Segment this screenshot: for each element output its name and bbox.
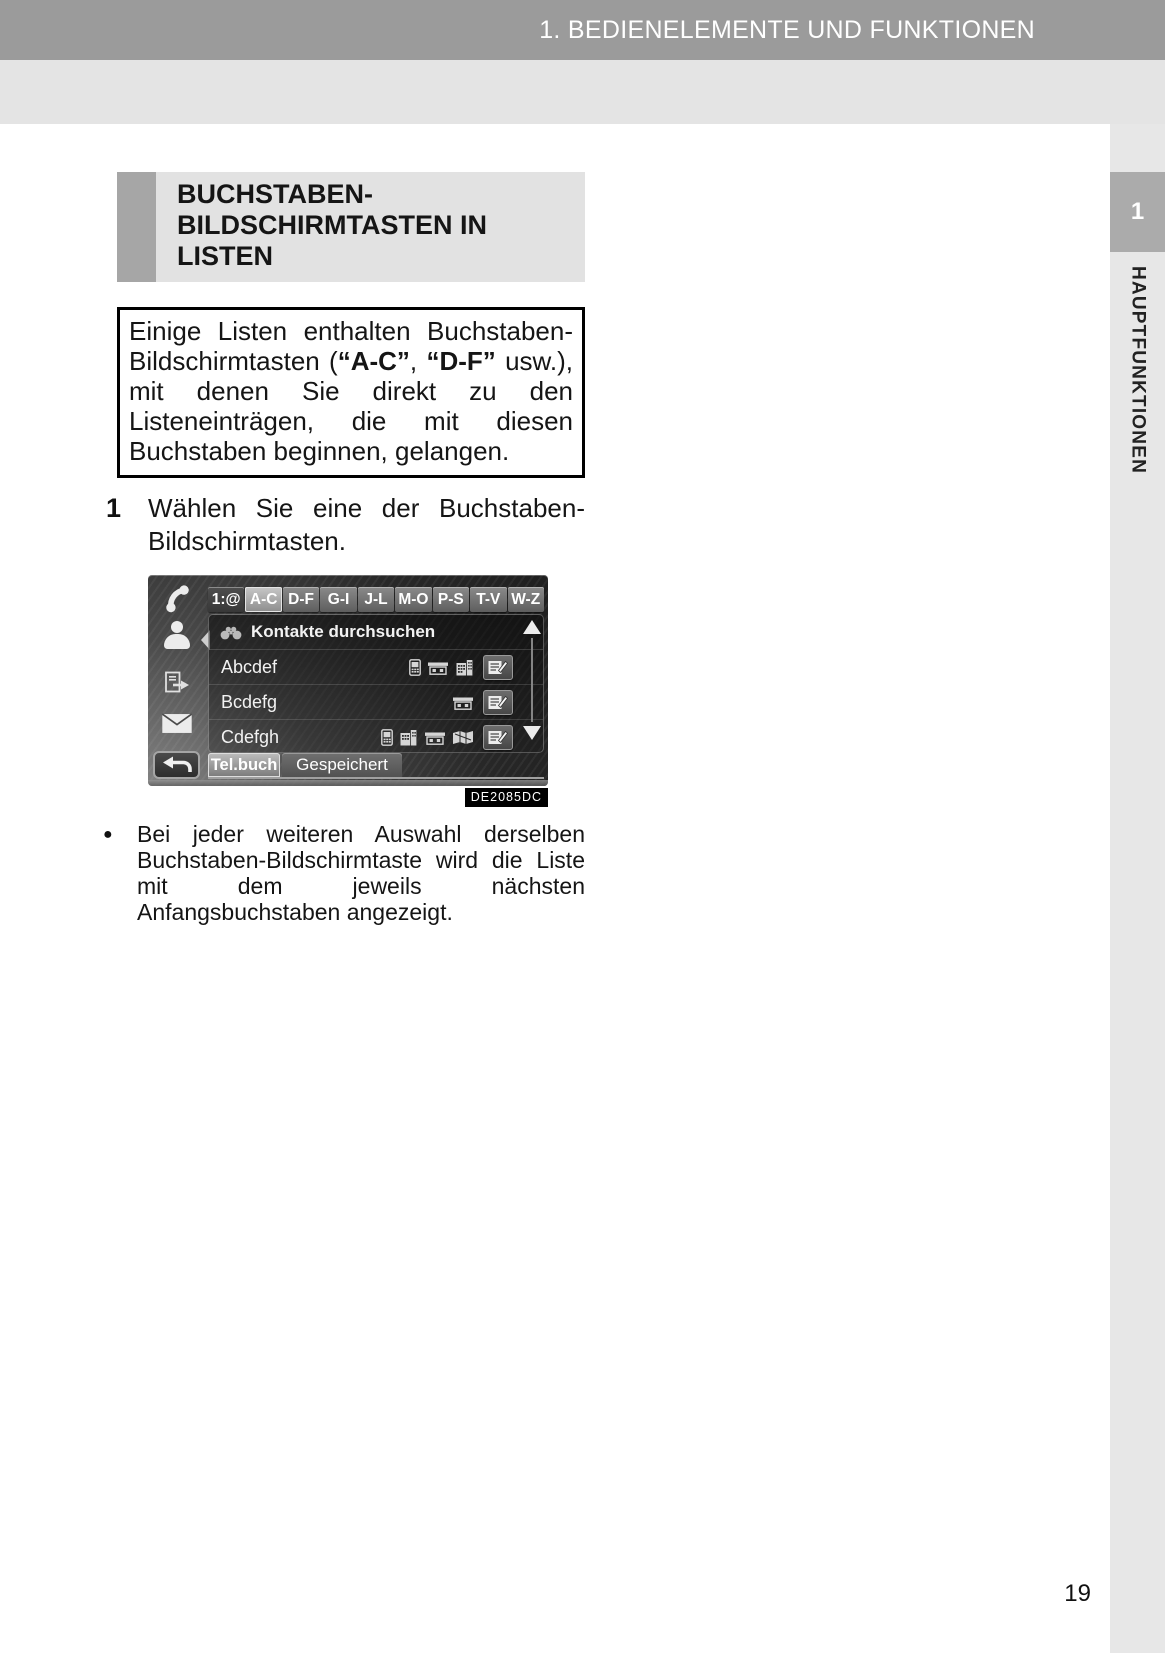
search-contacts-label: Kontakte durchsuchen <box>251 622 436 641</box>
infotainment-screenshot <box>148 575 548 786</box>
section-heading: BUCHSTABEN-BILDSCHIRMTASTEN IN LISTEN <box>177 179 487 271</box>
phone-handset-icon <box>161 581 193 618</box>
edit-note-icon <box>488 695 508 710</box>
office-building-icon <box>399 729 418 746</box>
house-icon <box>427 659 449 675</box>
figure-code: DE2085DC <box>465 788 548 807</box>
chapter-side-strip <box>1110 124 1165 1653</box>
search-contacts-row <box>209 615 543 650</box>
letter-tab-g-i: G-I <box>320 587 356 612</box>
screen-sidebar <box>148 575 206 786</box>
screen-bottom-bezel <box>148 780 548 786</box>
scrollbar-track <box>531 638 533 722</box>
edit-contact-button <box>483 655 513 680</box>
back-button <box>153 751 200 779</box>
figure-code-row <box>148 788 548 807</box>
envelope-icon <box>161 713 193 739</box>
document-arrow-icon <box>164 671 190 698</box>
tab-gespeichert: Gespeichert <box>282 753 402 777</box>
contact-row-icons <box>452 694 474 710</box>
back-arrow-icon <box>160 755 194 775</box>
edit-note-icon <box>488 660 508 675</box>
contact-row <box>209 720 543 754</box>
letter-tab-j-l: J-L <box>358 587 394 612</box>
mobile-phone-icon <box>381 729 393 746</box>
edit-contact-button <box>483 690 513 715</box>
chapter-tab-label: HAUPTFUNKTIONEN <box>1127 266 1149 474</box>
mobile-phone-icon <box>409 659 421 676</box>
letter-tab-t-v: T-V <box>470 587 506 612</box>
page-number: 19 <box>1064 1580 1091 1607</box>
edit-note-icon <box>488 730 508 745</box>
note-text: usw.), mit denen Sie direkt zu den Listeneinträgen, die mit diesen Buchstaben beginnen, gelangen. <box>129 346 573 466</box>
letter-tab-m-o: M-O <box>395 587 431 612</box>
note-text: , <box>409 346 427 376</box>
contact-list-panel <box>208 614 544 753</box>
step-number: 1 <box>106 493 122 523</box>
chapter-header-bar <box>0 0 1165 60</box>
note-bold-a-c: “A-C” <box>337 346 410 376</box>
tab-telbuch-active: Tel.buch <box>208 753 280 777</box>
scroll-down-icon <box>523 726 541 740</box>
binoculars-icon <box>219 625 243 640</box>
step-text: Wählen Sie eine der Buchstaben-Bildschirmtasten. <box>148 493 585 556</box>
house-icon <box>424 729 446 745</box>
chapter-number-badge <box>1110 172 1165 252</box>
letter-tab-symbols: 1:@ <box>208 587 244 612</box>
letter-tab-p-s: P-S <box>433 587 469 612</box>
letter-tab-a-c-selected: A-C <box>245 587 281 612</box>
chapter-header-title: 1. BEDIENELEMENTE UND FUNKTIONEN <box>539 15 1035 44</box>
contact-row <box>209 650 543 685</box>
letter-tab-d-f: D-F <box>283 587 319 612</box>
contacts-person-icon <box>164 621 190 651</box>
contact-row-icons <box>409 659 474 676</box>
scroll-up-icon <box>523 620 541 634</box>
heading-accent-bar <box>117 172 156 282</box>
info-note-box <box>117 307 585 478</box>
infotainment-figure <box>148 575 548 807</box>
house-icon <box>452 694 474 710</box>
bullet-marker: ● <box>103 826 113 843</box>
contact-name: Abcdef <box>221 656 278 677</box>
contact-name: Cdefgh <box>221 726 280 747</box>
bullet-text: Bei jeder weiteren Auswahl derselben Buchstaben-Bildschirmtaste wird die Liste mit dem jeweils nächsten Anfangsbuchstaben angezeigt. <box>137 821 585 925</box>
header-band <box>0 60 1165 124</box>
edit-contact-button <box>483 725 513 750</box>
contact-row <box>209 685 543 720</box>
letter-tab-w-z: W-Z <box>508 587 544 612</box>
phonebook-tab-bar <box>208 753 544 779</box>
map-icon <box>452 730 474 745</box>
letter-tab-row <box>208 587 544 612</box>
contact-row-icons <box>381 729 474 746</box>
office-building-icon <box>455 659 474 676</box>
step-1 <box>106 492 585 558</box>
section-heading-block <box>117 172 585 282</box>
contact-name: Bcdefg <box>221 691 278 712</box>
bullet-item <box>103 821 585 925</box>
note-bold-d-f: “D-F” <box>426 346 496 376</box>
note-text: Einige Listen enthalten Buchstaben-Bildschirmtasten ( <box>129 316 573 376</box>
content-column <box>103 172 585 925</box>
chapter-number: 1 <box>1130 198 1145 225</box>
